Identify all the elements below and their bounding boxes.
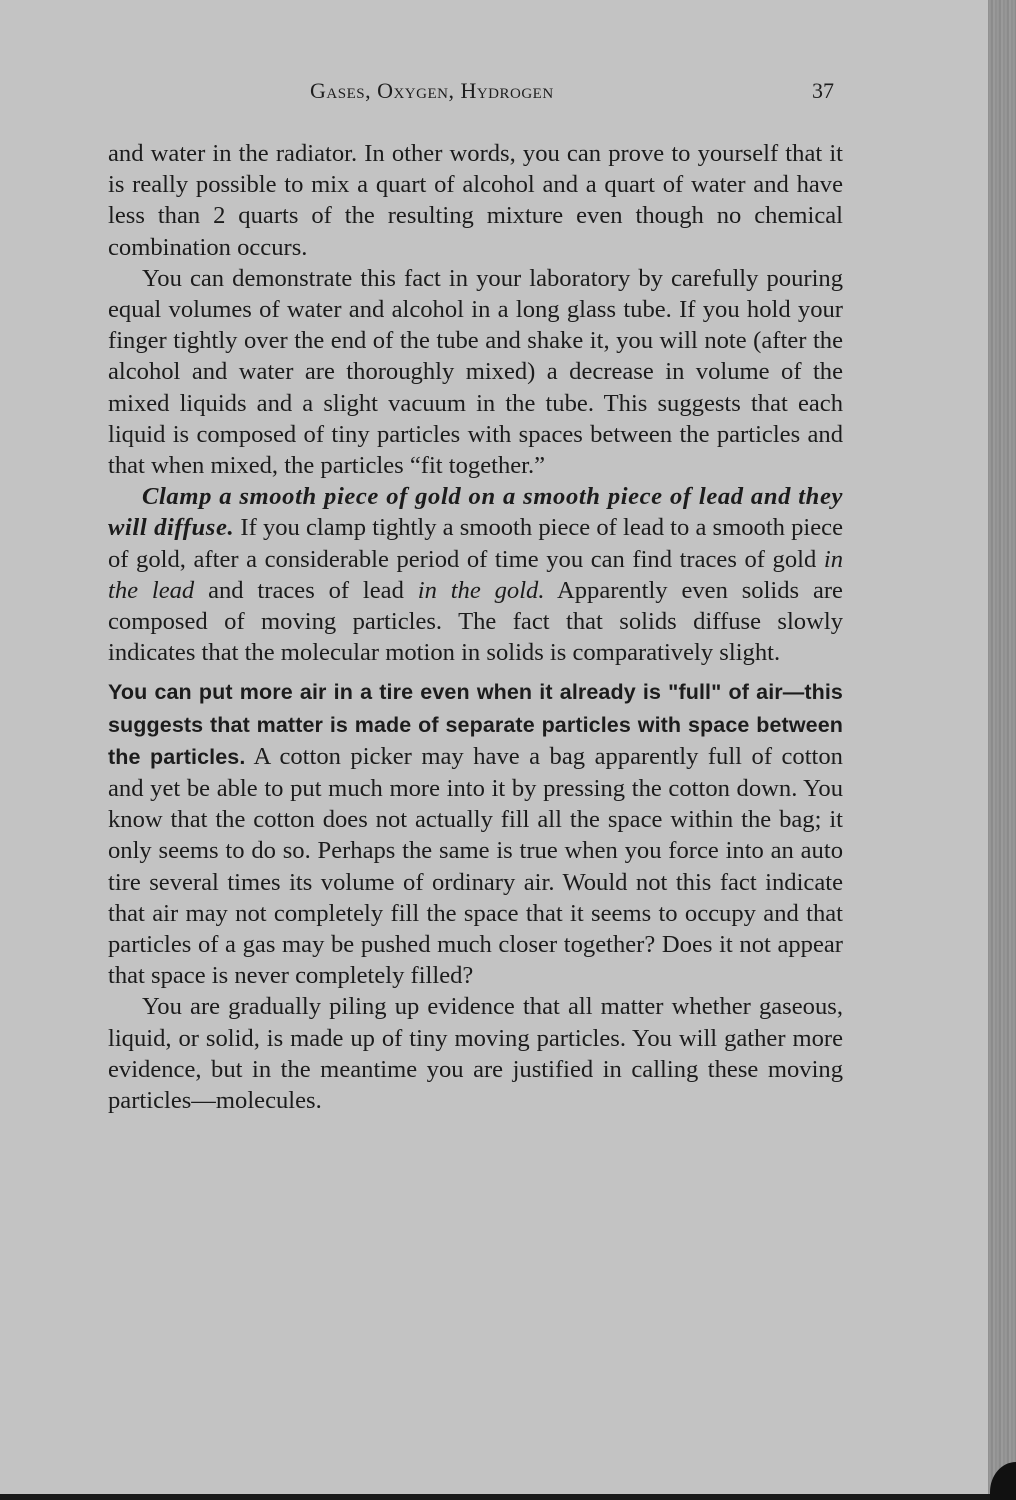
paragraph-molecules: You are gradually piling up evidence that all matter whether gaseous, liquid, or solid, is made up of tiny moving particles. You will gather more evidence, but in the meantime you are justified in calling these moving particles—molecules. <box>108 993 843 1115</box>
text-run: A cotton picker may have a bag apparently full of cotton and yet be able to put much more into it by pressing the cotton down. You know that the cotton does not actually fill all the space within the bag; it only seems to do so. Perhaps the same is true when you force into an auto tire several times its volume of ordinary air. Would not this fact indicate that air may not completely fill the space that it seems to occupy and that particles of a gas may be pushed much closer together? Does it not appear that space is never completely filled? <box>108 742 843 990</box>
paragraph-tire-air <box>108 676 843 991</box>
section-heading-tire: You can put more air in a tire even when it already is "full" of air—this suggests that matter is made of separate particles with space between the particles. <box>108 680 843 769</box>
text-run: If you clamp tightly a smooth piece of lead to a smooth piece of gold, after a considerable period of time you can find traces of gold <box>108 514 843 573</box>
section-heading-gold-lead: Clamp a smooth piece of gold on a smooth piece of lead and they will diffuse. <box>108 483 843 542</box>
running-head: Gases, Oxygen, Hydrogen <box>310 78 554 103</box>
emphasis: in the gold. <box>417 576 545 604</box>
body-text <box>108 138 843 1116</box>
paragraph-gold-lead <box>108 481 843 668</box>
emphasis: in the lead <box>108 545 843 604</box>
scan-bottom-border <box>0 1494 1016 1500</box>
text-run: and traces of lead <box>194 576 418 604</box>
paragraph-demonstration: You can demonstrate this fact in your laboratory by carefully pouring equal volumes of water and alcohol in a long glass tube. If you hold your finger tightly over the end of the tube and shake it, you will note (after the alcohol and water are thoroughly mixed) a decrease in volume of the mixed liquids and a slight vacuum in the tube. This suggests that each liquid is composed of tiny particles with spaces between the particles and that when mixed, the particles “fit together.” <box>108 264 843 480</box>
page-stack-edge <box>988 0 1016 1500</box>
text-run: Apparently even solids are composed of moving particles. The fact that solids diffuse slowly indicates that the molecular motion in solids is comparatively slight. <box>108 576 843 667</box>
page-number: 37 <box>812 78 834 103</box>
paragraph-radiator: and water in the radiator. In other words, you can prove to yourself that it is really possible to mix a quart of alcohol and a quart of water and have less than 2 quarts of the resulting mixture even though no chemical combination occurs. <box>108 140 843 261</box>
